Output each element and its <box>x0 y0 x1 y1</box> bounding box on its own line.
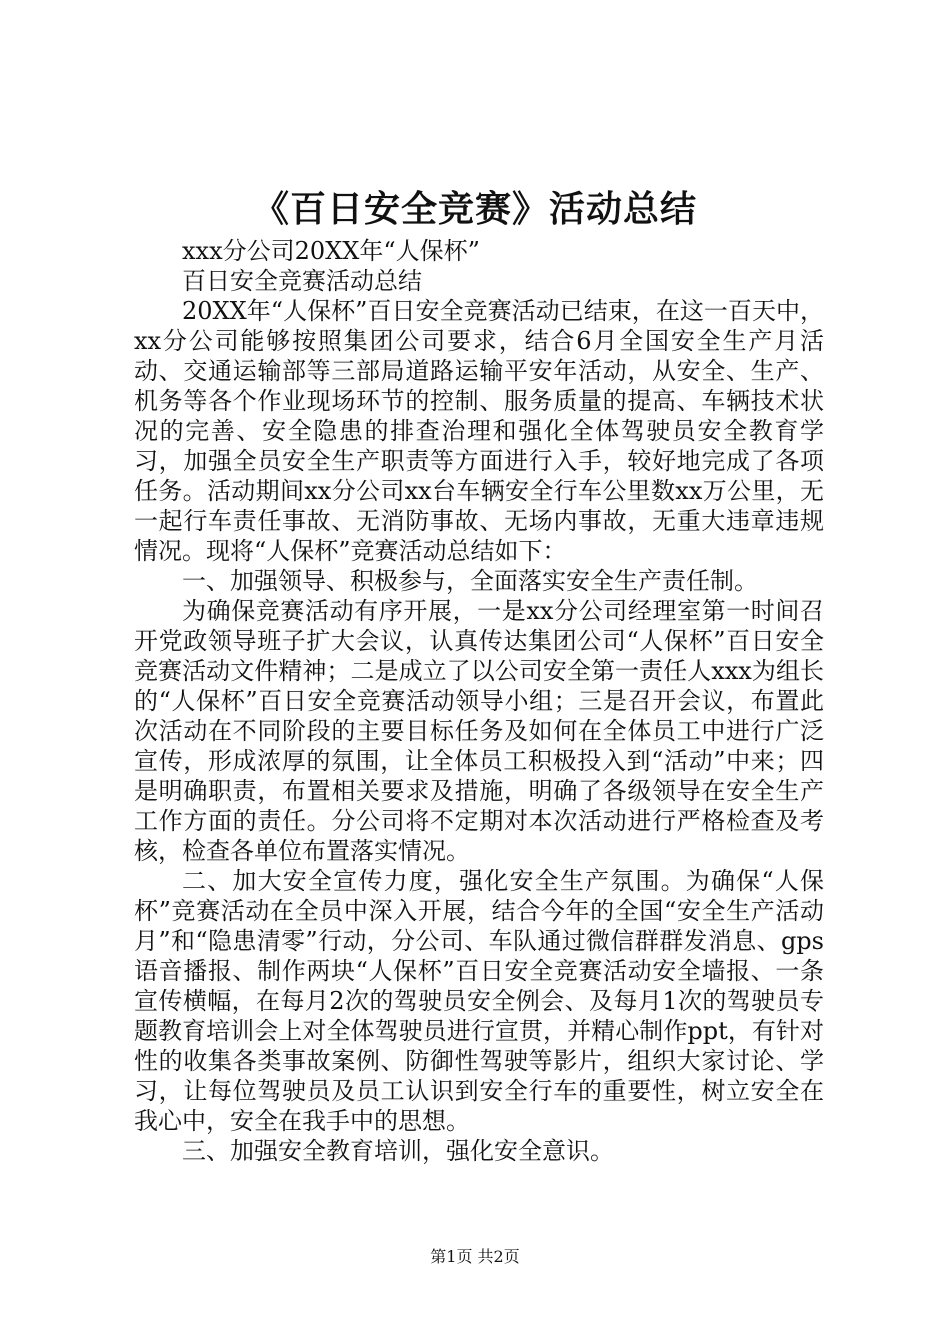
paragraph-section-1: 为确保竞赛活动有序开展，一是xx分公司经理室第一时间召开党政领导班子扩大会议，认真传达集团公司“人保杯”百日安全竞赛活动文件精神；二是成立了以公司安全第一责任人xxx为组长的“人保杯”百日安全竞赛活动领导小组；三是召开会议，布置此次活动在不同阶段的主要目标任务及如何在全体员工中进行广泛宣传，形成浓厚的氛围，让全体员工积极投入到“活动”中来；四是明确职责，布置相关要求及措施，明确了各级领导在安全生产工作方面的责任。分公司将不定期对本次活动进行严格检查及考核，检查各单位布置落实情况。 <box>134 597 824 865</box>
paragraph-company-line: xxx分公司20XX年“人保杯” <box>182 237 480 265</box>
page-number-footer: 第1页 共2页 <box>430 1247 520 1266</box>
document-body <box>134 236 824 1166</box>
paragraph-subtitle-line: 百日安全竞赛活动总结 <box>182 267 422 295</box>
document-title: 《百日安全竞赛》活动总结 <box>252 188 697 230</box>
section-heading-3: 三、加强安全教育培训，强化安全意识。 <box>182 1137 614 1165</box>
section-heading-1: 一、加强领导、积极参与，全面落实安全生产责任制。 <box>182 567 758 595</box>
paragraph-section-2: 二、加大安全宣传力度，强化安全生产氛围。为确保“人保杯”竞赛活动在全员中深入开展，结合今年的全国“安全生产活动月”和“隐患清零”行动，分公司、车队通过微信群群发消息、gps语音播报、制作两块“人保杯”百日安全竞赛活动安全墙报、一条宣传横幅，在每月2次的驾驶员安全例会、及每月1次的驾驶员专题教育培训会上对全体驾驶员进行宣贯，并精心制作ppt，有针对性的收集各类事故案例、防御性驾驶等影片，组织大家讨论、学习，让每位驾驶员及员工认识到安全行车的重要性，树立安全在我心中，安全在我手中的思想。 <box>134 867 824 1135</box>
paragraph-intro: 20XX年“人保杯”百日安全竞赛活动已结束，在这一百天中，xx分公司能够按照集团公司要求，结合6月全国安全生产月活动、交通运输部等三部局道路运输平安年活动，从安全、生产、机务等各个作业现场环节的控制、服务质量的提高、车辆技术状况的完善、安全隐患的排查治理和强化全体驾驶员安全教育学习，加强全员安全生产职责等方面进行入手，较好地完成了各项任务。活动期间xx分公司xx台车辆安全行车公里数xx万公里，无一起行车责任事故、无消防事故、无场内事故，无重大违章违规情况。现将“人保杯”竞赛活动总结如下： <box>134 297 824 565</box>
